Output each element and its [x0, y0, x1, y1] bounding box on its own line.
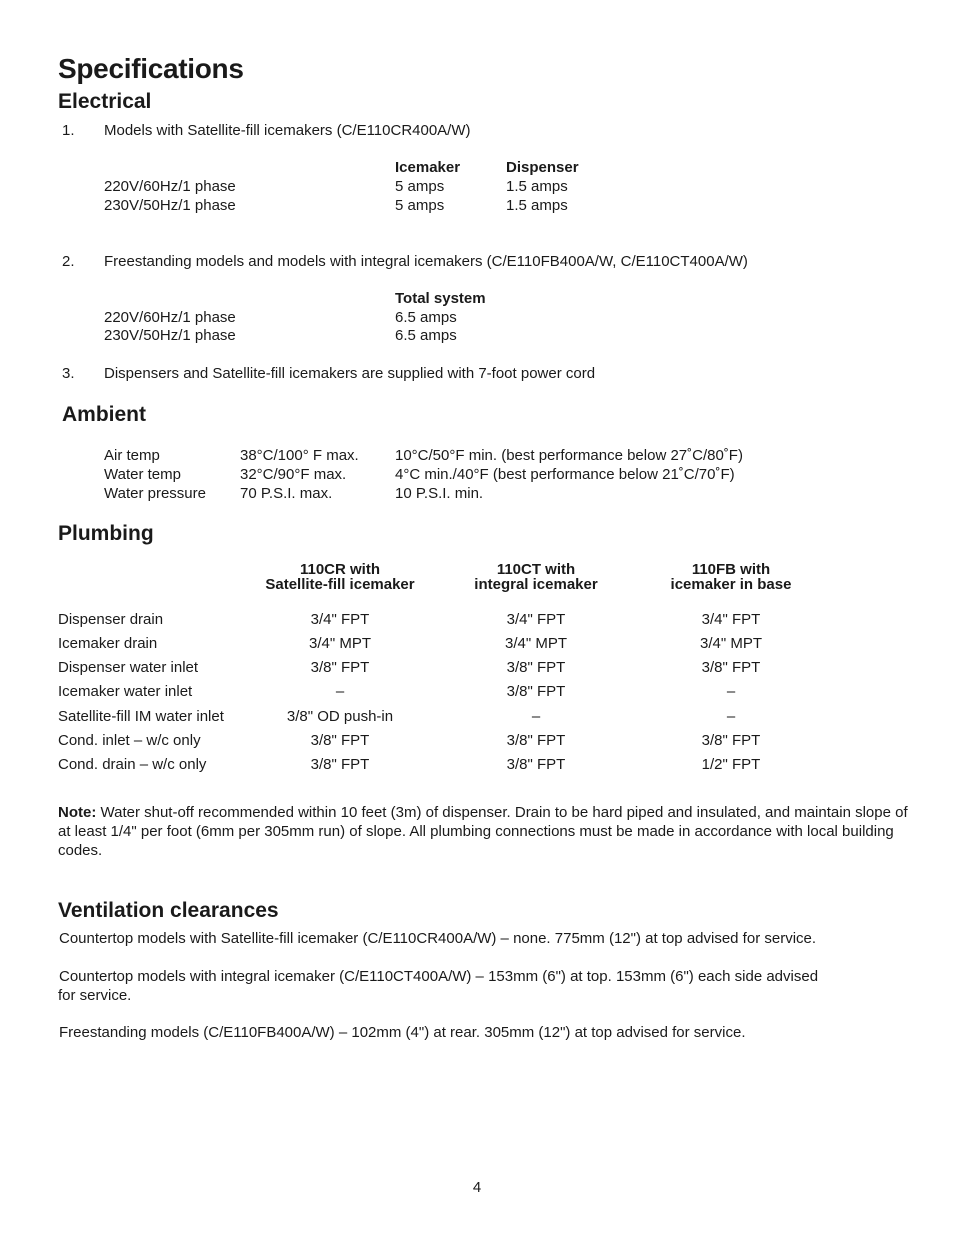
plumbing-col-header-line2: Satellite-fill icemaker [265, 576, 415, 593]
plumbing-cell: 3/8" FPT [506, 756, 566, 773]
plumbing-col-header-line1: 110CR with [299, 561, 381, 578]
plumbing-cell: 3/4" FPT [701, 611, 761, 628]
item2-row-label: 220V/60Hz/1 phase [104, 309, 236, 326]
item2-col-total: Total system [395, 290, 486, 307]
item1-row-dispenser: 1.5 amps [506, 197, 568, 214]
plumbing-col-header-line1: 110CT with [496, 561, 576, 578]
plumbing-cell: 1/2" FPT [701, 756, 761, 773]
plumbing-col-header-line2: integral icemaker [474, 576, 598, 593]
ventilation-paragraph: Freestanding models (C/E110FB400A/W) – 102mm (4") at rear. 305mm (12") at top advised for service. [59, 1024, 746, 1041]
ambient-max: 32°C/90°F max. [240, 466, 347, 483]
plumbing-row-label: Cond. inlet – w/c only [58, 732, 201, 749]
item3-number: 3. [62, 365, 75, 382]
plumbing-heading: Plumbing [58, 522, 154, 545]
item2-number: 2. [62, 253, 75, 270]
note-text: Water shut-off recommended within 10 feet (3m) of dispenser. Drain to be hard piped and insulated, and maintain slope of at least 1/4" per foot (6mm per 305mm run) of slope. All plumbing connections must be made in accordance with local building codes. [58, 804, 908, 859]
plumbing-cell: 3/4" FPT [310, 611, 370, 628]
plumbing-cell: 3/4" MPT [504, 635, 567, 652]
ambient-min: 10 P.S.I. min. [395, 485, 484, 502]
page-title: Specifications [58, 53, 244, 84]
item1-text: Models with Satellite-fill icemakers (C/E110CR400A/W) [104, 122, 471, 139]
item2-row-total: 6.5 amps [395, 327, 457, 344]
ambient-heading: Ambient [62, 403, 146, 426]
plumbing-cell: 3/8" OD push-in [286, 708, 394, 725]
page-number: 4 [472, 1179, 482, 1196]
plumbing-row-label: Dispenser water inlet [58, 659, 199, 676]
item1-number: 1. [62, 122, 75, 139]
plumbing-cell: 3/4" MPT [308, 635, 371, 652]
plumbing-row-label: Dispenser drain [58, 611, 164, 628]
ambient-min: 4°C min./40°F (best performance below 21˚C/70˚F) [395, 466, 735, 483]
ambient-label: Water temp [104, 466, 181, 483]
item1-col-icemaker: Icemaker [395, 159, 461, 176]
plumbing-note [58, 803, 908, 860]
plumbing-cell: 3/8" FPT [506, 683, 566, 700]
ambient-max: 38°C/100° F max. [240, 447, 359, 464]
item2-row-total: 6.5 amps [395, 309, 457, 326]
item1-row-icemaker: 5 amps [395, 197, 445, 214]
item1-col-dispenser: Dispenser [506, 159, 579, 176]
ambient-label: Air temp [104, 447, 160, 464]
plumbing-cell: 3/8" FPT [506, 659, 566, 676]
plumbing-cell: 3/4" MPT [699, 635, 762, 652]
plumbing-cell: 3/4" FPT [506, 611, 566, 628]
plumbing-row-label: Satellite-fill IM water inlet [58, 708, 224, 725]
item1-row-dispenser: 1.5 amps [506, 178, 568, 195]
plumbing-cell: 3/8" FPT [310, 659, 370, 676]
ventilation-heading: Ventilation clearances [58, 899, 279, 922]
electrical-heading: Electrical [58, 90, 152, 113]
plumbing-col-header-line1: 110FB with [691, 561, 771, 578]
item1-row-icemaker: 5 amps [395, 178, 445, 195]
ambient-max: 70 P.S.I. max. [240, 485, 333, 502]
note-label: Note: [58, 804, 97, 821]
plumbing-cell: 3/8" FPT [310, 732, 370, 749]
plumbing-cell: – [531, 708, 541, 725]
plumbing-cell: – [335, 683, 345, 700]
plumbing-cell: – [726, 708, 736, 725]
plumbing-cell: 3/8" FPT [701, 732, 761, 749]
plumbing-cell: 3/8" FPT [701, 659, 761, 676]
plumbing-cell: 3/8" FPT [506, 732, 566, 749]
ventilation-paragraph: Countertop models with Satellite-fill icemaker (C/E110CR400A/W) – none. 775mm (12") at top advised for service. [59, 930, 817, 947]
ambient-min: 10°C/50°F min. (best performance below 27˚C/80˚F) [395, 447, 743, 464]
item2-text: Freestanding models and models with integral icemakers (C/E110FB400A/W, C/E110CT400A/W) [104, 253, 748, 270]
item3-text: Dispensers and Satellite-fill icemakers are supplied with 7-foot power cord [104, 365, 596, 382]
plumbing-cell: 3/8" FPT [310, 756, 370, 773]
plumbing-row-label: Cond. drain – w/c only [58, 756, 207, 773]
plumbing-row-label: Icemaker drain [58, 635, 158, 652]
ventilation-paragraph: Countertop models with integral icemaker (C/E110CT400A/W) – 153mm (6") at top. 153mm (6") each side advised [59, 968, 819, 985]
item1-row-label: 220V/60Hz/1 phase [104, 178, 236, 195]
item1-row-label: 230V/50Hz/1 phase [104, 197, 236, 214]
ventilation-paragraph-cont: for service. [58, 987, 132, 1004]
ambient-label: Water pressure [104, 485, 206, 502]
plumbing-row-label: Icemaker water inlet [58, 683, 193, 700]
plumbing-col-header-line2: icemaker in base [670, 576, 792, 593]
plumbing-cell: – [726, 683, 736, 700]
item2-row-label: 230V/50Hz/1 phase [104, 327, 236, 344]
